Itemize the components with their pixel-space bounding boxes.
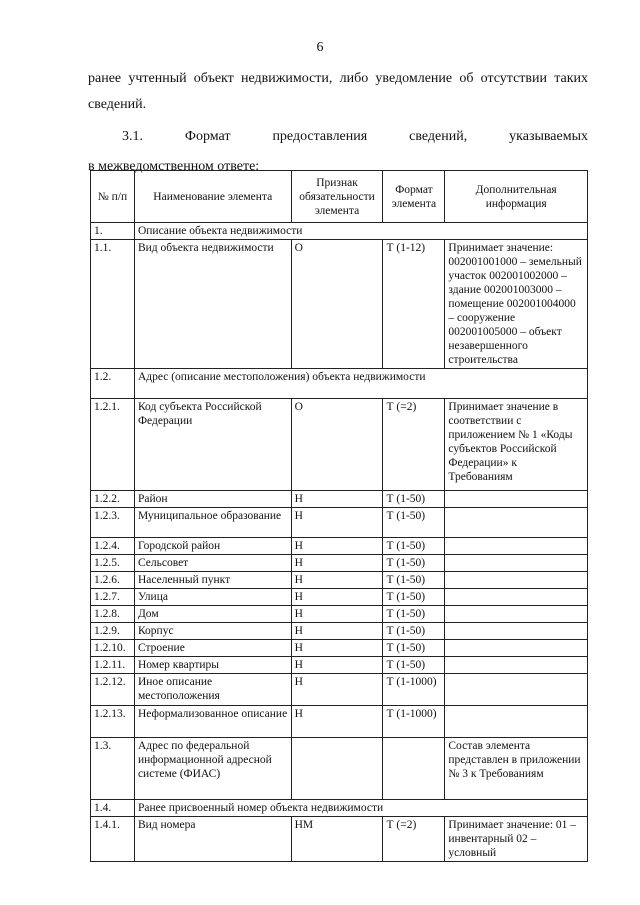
section-title: Описание объекта недвижимости bbox=[134, 223, 587, 240]
element-format: Т (1-50) bbox=[383, 572, 445, 589]
row-num: 1.2.4. bbox=[91, 538, 135, 555]
requirements-table bbox=[90, 170, 588, 862]
additional-info bbox=[445, 508, 588, 538]
table-row bbox=[91, 589, 588, 606]
row-num: 1.2.11. bbox=[91, 657, 135, 674]
table-row bbox=[91, 706, 588, 738]
element-name: Корпус bbox=[134, 623, 291, 640]
required-flag: Н bbox=[291, 674, 383, 706]
element-name: Населенный пункт bbox=[134, 572, 291, 589]
row-num: 1.2.6. bbox=[91, 572, 135, 589]
header-required: Признак обязательности элемента bbox=[291, 171, 383, 223]
additional-info: Принимает значение в соответствии с приложением № 1 «Коды субъектов Российской Федерации» к Требованиям bbox=[445, 399, 588, 491]
required-flag: О bbox=[291, 399, 383, 491]
section-row bbox=[91, 223, 588, 240]
row-num: 1.2.3. bbox=[91, 508, 135, 538]
element-name: Вид объекта недвижимости bbox=[134, 240, 291, 369]
row-num: 1.2.2. bbox=[91, 491, 135, 508]
row-num: 1.2.5. bbox=[91, 555, 135, 572]
table-row bbox=[91, 538, 588, 555]
intro-paragraph: ранее учтенный объект недвижимости, либо уведомление об отсутствии таких сведений. bbox=[88, 71, 588, 112]
row-num: 1.2.7. bbox=[91, 589, 135, 606]
table-row bbox=[91, 640, 588, 657]
element-name: Номер квартиры bbox=[134, 657, 291, 674]
additional-info bbox=[445, 606, 588, 623]
row-num: 1.2. bbox=[91, 369, 135, 399]
section-word: сведений, bbox=[409, 129, 468, 144]
row-num: 1.2.8. bbox=[91, 606, 135, 623]
table-row bbox=[91, 572, 588, 589]
table-row bbox=[91, 555, 588, 572]
element-format: Т (1-50) bbox=[383, 589, 445, 606]
element-name: Неформализованное описание bbox=[134, 706, 291, 738]
table-row bbox=[91, 399, 588, 491]
section-heading-line bbox=[88, 122, 588, 152]
required-flag: Н bbox=[291, 706, 383, 738]
section-word: указываемых bbox=[509, 129, 588, 144]
section-title: Ранее присвоенный номер объекта недвижимости bbox=[134, 800, 587, 817]
element-format: Т (1-50) bbox=[383, 640, 445, 657]
row-num: 1.2.1. bbox=[91, 399, 135, 491]
element-format: Т (1-50) bbox=[383, 538, 445, 555]
element-format: Т (1-50) bbox=[383, 508, 445, 538]
element-name: Район bbox=[134, 491, 291, 508]
table-row bbox=[91, 240, 588, 369]
additional-info bbox=[445, 555, 588, 572]
element-format: Т (1-1000) bbox=[383, 706, 445, 738]
header-format: Формат элемента bbox=[383, 171, 445, 223]
additional-info: Принимает значение: 01 – инвентарный 02 – условный bbox=[445, 817, 588, 862]
element-name: Муниципальное образование bbox=[134, 508, 291, 538]
element-name: Вид номера bbox=[134, 817, 291, 862]
required-flag: НМ bbox=[291, 817, 383, 862]
row-num: 1.2.9. bbox=[91, 623, 135, 640]
additional-info bbox=[445, 538, 588, 555]
additional-info bbox=[445, 589, 588, 606]
required-flag bbox=[291, 738, 383, 800]
required-flag: О bbox=[291, 240, 383, 369]
element-format: Т (=2) bbox=[383, 399, 445, 491]
section-number: 3.1. bbox=[122, 129, 143, 144]
additional-info bbox=[445, 491, 588, 508]
section-word: Формат bbox=[184, 129, 231, 144]
section-heading-tail: в межведомственном ответе: bbox=[88, 159, 260, 174]
element-name: Городской район bbox=[134, 538, 291, 555]
element-format: Т (1-50) bbox=[383, 491, 445, 508]
required-flag: Н bbox=[291, 572, 383, 589]
row-num: 1.3. bbox=[91, 738, 135, 800]
section-row bbox=[91, 369, 588, 399]
element-name: Адрес по федеральной информационной адресной системе (ФИАС) bbox=[134, 738, 291, 800]
element-name: Иное описание местоположения bbox=[134, 674, 291, 706]
header-name: Наименование элемента bbox=[134, 171, 291, 223]
table-row bbox=[91, 657, 588, 674]
header-info: Дополнительная информация bbox=[445, 171, 588, 223]
table-row bbox=[91, 491, 588, 508]
element-format: Т (1-50) bbox=[383, 555, 445, 572]
element-name: Строение bbox=[134, 640, 291, 657]
required-flag: Н bbox=[291, 589, 383, 606]
additional-info bbox=[445, 674, 588, 706]
required-flag: Н bbox=[291, 555, 383, 572]
row-num: 1.4.1. bbox=[91, 817, 135, 862]
required-flag: Н bbox=[291, 491, 383, 508]
element-format: Т (1-1000) bbox=[383, 674, 445, 706]
table-row bbox=[91, 508, 588, 538]
row-num: 1.2.10. bbox=[91, 640, 135, 657]
element-format: Т (=2) bbox=[383, 817, 445, 862]
section-title: Адрес (описание местоположения) объекта недвижимости bbox=[134, 369, 587, 399]
required-flag: Н bbox=[291, 623, 383, 640]
additional-info bbox=[445, 572, 588, 589]
required-flag: Н bbox=[291, 657, 383, 674]
row-num: 1.2.13. bbox=[91, 706, 135, 738]
element-format: Т (1-50) bbox=[383, 657, 445, 674]
section-row bbox=[91, 800, 588, 817]
element-format bbox=[383, 738, 445, 800]
table-row bbox=[91, 817, 588, 862]
additional-info: Принимает значение: 002001001000 – земельный участок 002001002000 – здание 002001003000 – помещение 002001004000 – сооружение 002001005000 – объект незавершенного строительства bbox=[445, 240, 588, 369]
required-flag: Н bbox=[291, 508, 383, 538]
required-flag: Н bbox=[291, 538, 383, 555]
element-name: Дом bbox=[134, 606, 291, 623]
row-num: 1. bbox=[91, 223, 135, 240]
row-num: 1.2.12. bbox=[91, 674, 135, 706]
element-name: Код субъекта Российской Федерации bbox=[134, 399, 291, 491]
table-row bbox=[91, 738, 588, 800]
required-flag: Н bbox=[291, 606, 383, 623]
table-row bbox=[91, 674, 588, 706]
additional-info bbox=[445, 657, 588, 674]
header-num: № п/п bbox=[91, 171, 135, 223]
additional-info bbox=[445, 640, 588, 657]
table-row bbox=[91, 623, 588, 640]
row-num: 1.4. bbox=[91, 800, 135, 817]
element-name: Улица bbox=[134, 589, 291, 606]
section-word: предоставления bbox=[272, 129, 368, 144]
page-number: 6 bbox=[316, 40, 324, 55]
additional-info bbox=[445, 706, 588, 738]
element-format: Т (1-50) bbox=[383, 623, 445, 640]
required-flag: Н bbox=[291, 640, 383, 657]
element-format: Т (1-12) bbox=[383, 240, 445, 369]
element-name: Сельсовет bbox=[134, 555, 291, 572]
additional-info: Состав элемента представлен в приложении № 3 к Требованиям bbox=[445, 738, 588, 800]
row-num: 1.1. bbox=[91, 240, 135, 369]
additional-info bbox=[445, 623, 588, 640]
element-format: Т (1-50) bbox=[383, 606, 445, 623]
table-header-row bbox=[91, 171, 588, 223]
table-row bbox=[91, 606, 588, 623]
